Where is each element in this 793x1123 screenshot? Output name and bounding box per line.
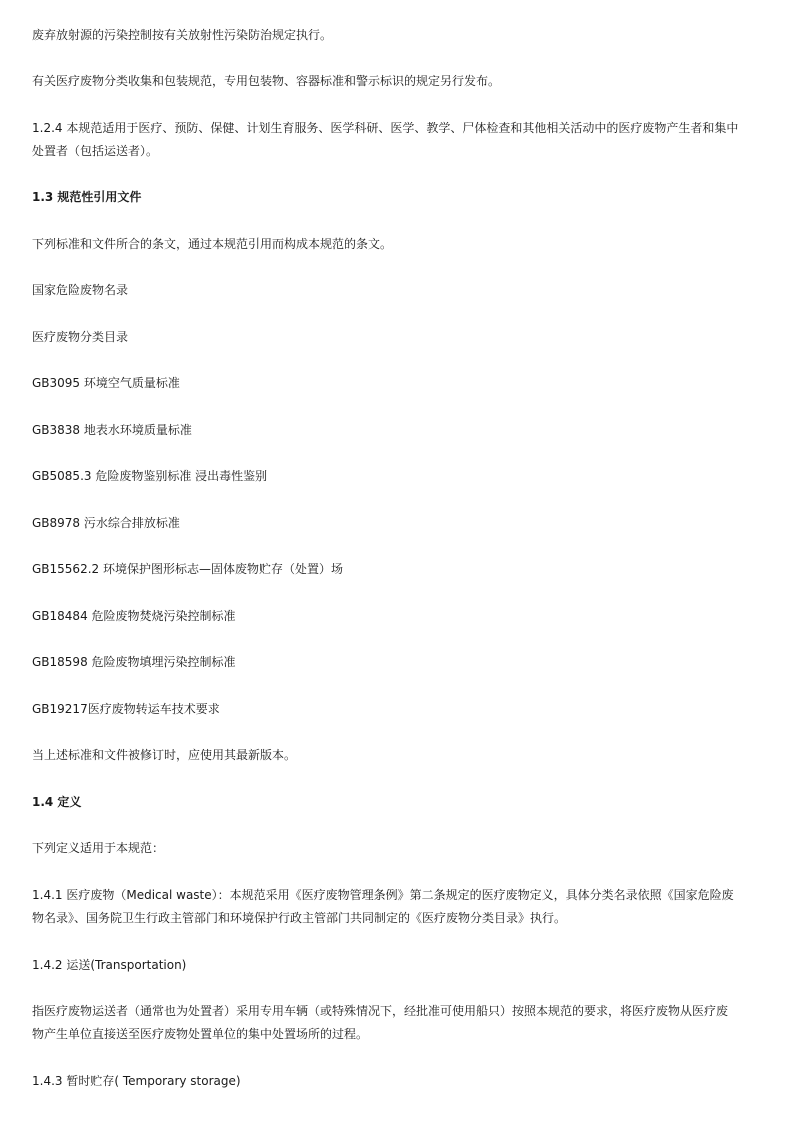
reference-item: GB8978 污水综合排放标准 xyxy=(32,516,180,530)
reference-item: GB3095 环境空气质量标准 xyxy=(32,376,180,390)
paragraph-1-2-4-line-1: 1.2.4 本规范适用于医疗、预防、保健、计划生育服务、医学科研、医学、教学、尸体检查和其他相关活动中的医疗废物产生者和集中 xyxy=(32,121,739,135)
definition-1-4-2-title: 1.4.2 运送(Transportation) xyxy=(32,958,187,972)
reference-item: 医疗废物分类目录 xyxy=(32,330,129,344)
paragraph-latest-version: 当上述标准和文件被修订时，应使用其最新版本。 xyxy=(32,748,297,762)
reference-item: GB3838 地表水环境质量标准 xyxy=(32,423,192,437)
reference-item: GB18598 危险废物填埋污染控制标准 xyxy=(32,655,236,669)
definition-1-4-1-line-2: 物名录》、国务院卫生行政主管部门和环境保护行政主管部门共同制定的《医疗废物分类目录》执行。 xyxy=(32,911,567,925)
paragraph-definitions-intro: 下列定义适用于本规范： xyxy=(32,841,165,855)
section-heading-1-4: 1.4 定义 xyxy=(32,795,82,809)
definition-1-4-2-line-1: 指医疗废物运送者（通常也为处置者）采用专用车辆（或特殊情况下，经批准可使用船只）按照本规范的要求，将医疗废物从医疗废 xyxy=(32,1004,729,1018)
reference-item: GB15562.2 环境保护图形标志—固体废物贮存（处置）场 xyxy=(32,562,343,576)
reference-item: GB5085.3 危险废物鉴别标准 浸出毒性鉴别 xyxy=(32,469,268,483)
paragraph-packaging-standards: 有关医疗废物分类收集和包装规范，专用包装物、容器标准和警示标识的规定另行发布。 xyxy=(32,74,501,88)
definition-1-4-3-title: 1.4.3 暂时贮存( Temporary storage) xyxy=(32,1074,241,1088)
paragraph-1-2-4-line-2: 处置者（包括运送者）。 xyxy=(32,144,159,158)
definition-1-4-1-line-1: 1.4.1 医疗废物（Medical waste）：本规范采用《医疗废物管理条例》第二条规定的医疗废物定义，具体分类名录依照《国家危险废 xyxy=(32,888,734,902)
paragraph-references-intro: 下列标准和文件所合的条文，通过本规范引用而构成本规范的条文。 xyxy=(32,237,393,251)
reference-item: 国家危险废物名录 xyxy=(32,283,129,297)
paragraph-radioactive-source: 废弃放射源的污染控制按有关放射性污染防治规定执行。 xyxy=(32,28,333,42)
section-heading-1-3: 1.3 规范性引用文件 xyxy=(32,190,142,204)
reference-item: GB19217医疗废物转运车技术要求 xyxy=(32,702,220,716)
reference-item: GB18484 危险废物焚烧污染控制标准 xyxy=(32,609,236,623)
definition-1-4-2-line-2: 物产生单位直接送至医疗废物处置单位的集中处置场所的过程。 xyxy=(32,1027,369,1041)
